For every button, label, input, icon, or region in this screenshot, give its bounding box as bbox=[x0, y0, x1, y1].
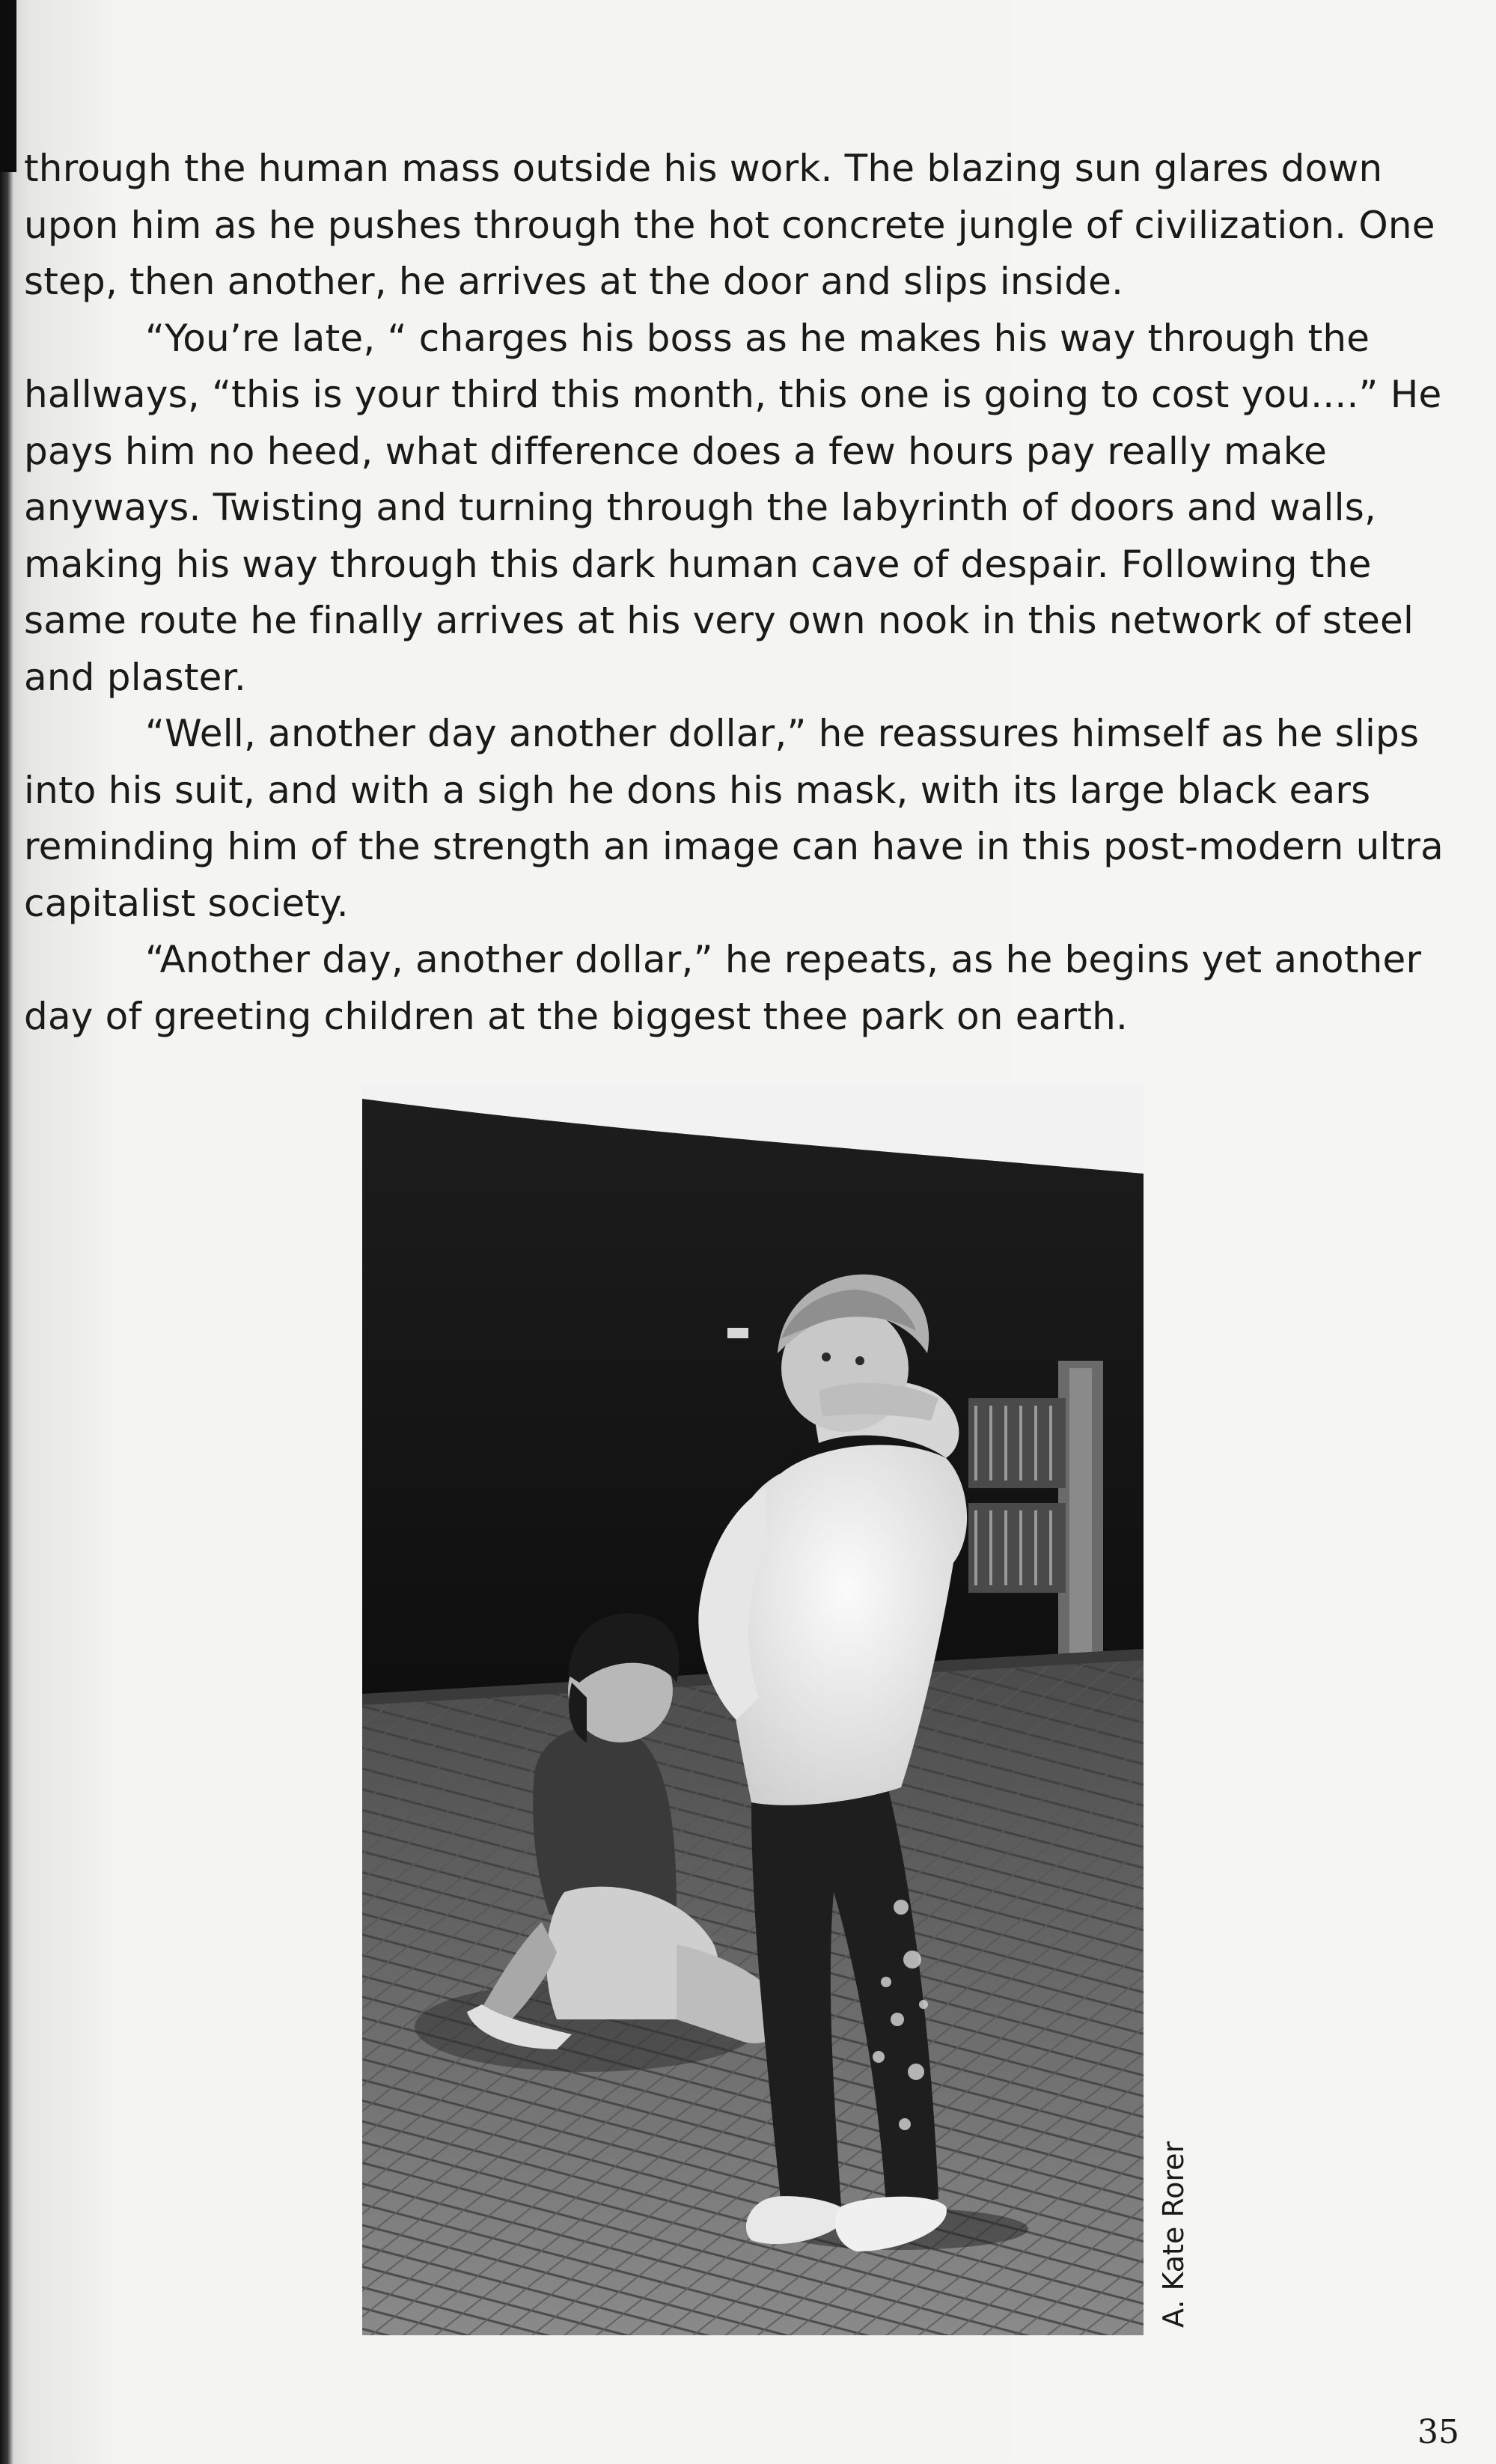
book-spine-shadow bbox=[0, 0, 13, 2464]
paragraph-3: “Well, another day another dollar,” he reassures himself as he slips into his suit, and with a sigh he dons his mask, with its large black ears reminding him of the strength an image can have in this post-modern ultra capitalist society. bbox=[24, 712, 1444, 925]
photograph-children bbox=[362, 1084, 1144, 2335]
photo-credit: A. Kate Rorer bbox=[1157, 2141, 1190, 2328]
paragraph-2: “You’re late, “ charges his boss as he makes his way through the hallways, “this is your third this month, this one is going to cost you....” He pays him no heed, what difference does a few hours pay really make anyways. Twisting and turning through the labyrinth of doors and walls, making his way through this dark human cave of despair. Following the same route he finally arrives at his very own nook in this network of steel and plaster. bbox=[24, 316, 1442, 699]
story-text bbox=[24, 141, 1461, 1045]
photo-illustration bbox=[362, 1084, 1144, 2335]
book-spine-edge bbox=[0, 0, 16, 172]
page-number: 35 bbox=[1417, 2413, 1459, 2451]
paragraph-4: “Another day, another dollar,” he repeats, as he begins yet another day of greeting children at the biggest thee park on earth. bbox=[24, 938, 1422, 1038]
paragraph-1: through the human mass outside his work. The blazing sun glares down upon him as he pushes through the hot concrete jungle of civilization. One step, then another, he arrives at the door and slips inside. bbox=[24, 147, 1435, 303]
